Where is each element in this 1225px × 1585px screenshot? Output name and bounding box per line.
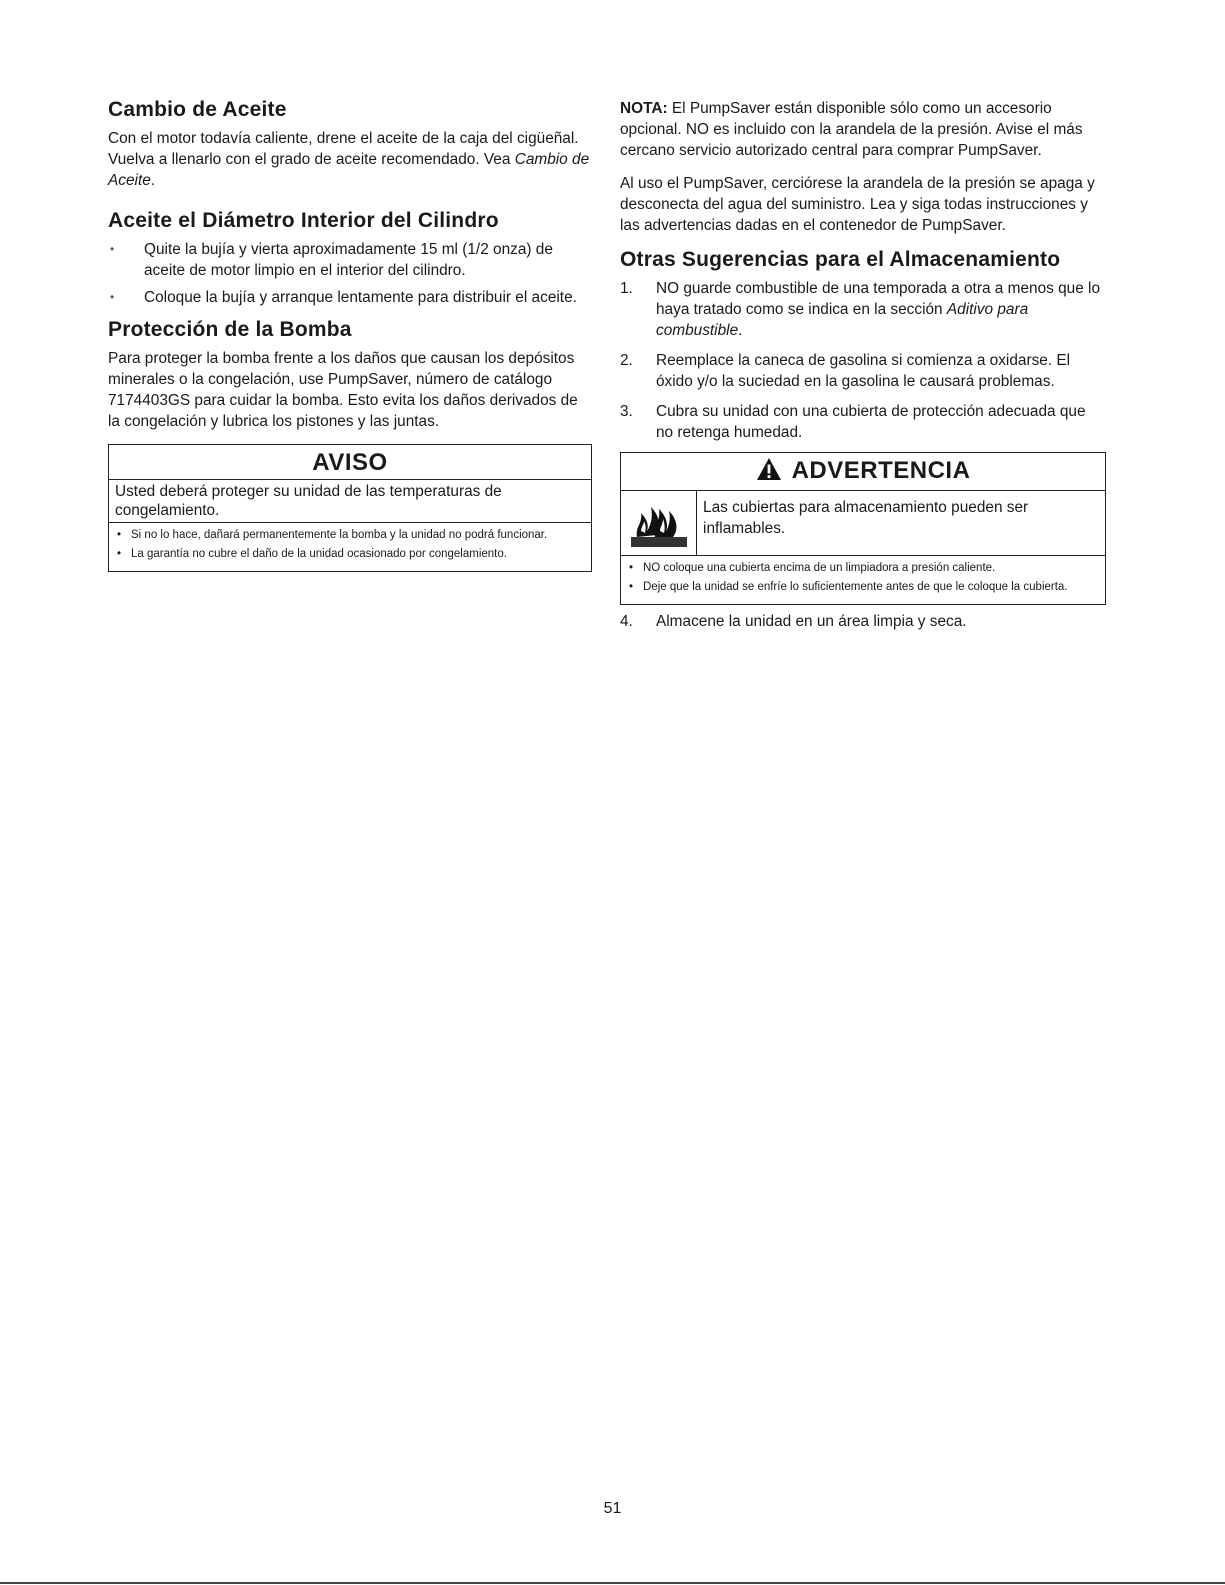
warning-message-row <box>621 491 1105 556</box>
warning-bullet-list <box>621 556 1105 604</box>
warning-message: Las cubiertas para almacenamiento pueden ser inflamables. <box>703 499 1029 537</box>
cross-reference: Cambio de Aceite <box>108 151 590 189</box>
storage-steps-list <box>620 278 1106 443</box>
right-column <box>620 98 1106 641</box>
list-item: 4. Almacene la unidad en un área limpia y seca. <box>620 613 967 630</box>
warning-title: ADVERTENCIA <box>791 457 971 484</box>
notice-bullet-list <box>109 523 591 571</box>
cylinder-bullet-list <box>108 239 592 308</box>
list-item: 1. NO guarde combustible de una temporada a otra a menos que lo haya tratado como se indica en la sección Aditivo para combustible. <box>620 280 1101 339</box>
page-number: 51 <box>603 1500 622 1517</box>
list-item: • Deje que la unidad se enfríe lo suficientemente antes de que le coloque la cubierta. <box>627 579 1099 595</box>
warning-title-row <box>621 453 1105 491</box>
section-cambio-de-aceite <box>108 98 592 191</box>
section-aceite-cilindro <box>108 209 592 308</box>
section-proteccion-bomba <box>108 318 592 432</box>
section-otras-sugerencias <box>620 248 1106 443</box>
nota-paragraph: NOTA: El PumpSaver están disponible sólo como un accesorio opcional. NO es incluido con la arandela de la presión. Avise el más cercano servicio autorizado central para comprar PumpSaver. <box>620 100 1083 159</box>
bottom-rule <box>0 1582 1225 1584</box>
list-item: • Coloque la bujía y arranque lentamente para distribuir el aceite. <box>108 287 592 308</box>
nota-label: NOTA: <box>620 100 668 117</box>
pumpsaver-paragraph: Al uso el PumpSaver, cerciórese la arandela de la presión se apaga y desconecta del agua del suministro. Lea y siga todas instrucciones y las advertencias dadas en el contenedor de PumpSaver. <box>620 175 1095 234</box>
cross-reference: Aditivo para combustible <box>656 301 1029 339</box>
fire-icon <box>621 491 697 555</box>
alert-triangle-icon <box>756 457 782 488</box>
heading-proteccion-bomba: Protección de la Bomba <box>108 318 352 341</box>
list-item: 3. Cubra su unidad con una cubierta de protección adecuada que no retenga humedad. <box>620 403 1086 441</box>
list-item: • NO coloque una cubierta encima de un limpiadora a presión caliente. <box>627 560 1099 576</box>
notice-box <box>108 444 592 572</box>
notice-title: AVISO <box>109 445 591 480</box>
list-item: • Si no lo hace, dañará permanentemente la bomba y la unidad no podrá funcionar. <box>115 527 585 543</box>
notice-message: Usted deberá proteger su unidad de las temperaturas de congelamiento. <box>109 480 591 523</box>
paragraph-proteccion-bomba: Para proteger la bomba frente a los daños que causan los depósitos minerales o la congelación, use PumpSaver, número de catálogo 7174403GS para cuidar la bomba. Esto evita los daños derivados de la congelación y lubrica los pistones y las juntas. <box>108 350 578 430</box>
left-column <box>108 98 592 578</box>
list-item: • La garantía no cubre el daño de la unidad ocasionado por congelamiento. <box>115 546 585 562</box>
list-item: • Quite la bujía y vierta aproximadamente 15 ml (1/2 onza) de aceite de motor limpio en el interior del cilindro. <box>108 239 592 281</box>
list-item: 2. Reemplace la caneca de gasolina si comienza a oxidarse. El óxido y/o la suciedad en la gasolina le causará problemas. <box>620 352 1071 390</box>
heading-cambio-de-aceite: Cambio de Aceite <box>108 98 287 121</box>
heading-aceite-cilindro: Aceite el Diámetro Interior del Cilindro <box>108 209 499 232</box>
heading-otras-sugerencias: Otras Sugerencias para el Almacenamiento <box>620 248 1061 271</box>
storage-steps-list-continued <box>620 611 1106 632</box>
warning-box <box>620 452 1106 605</box>
paragraph-cambio-de-aceite: Con el motor todavía caliente, drene el aceite de la caja del cigüeñal. Vuelva a llenarlo con el grado de aceite recomendado. Vea Cambio de Aceite. <box>108 130 590 189</box>
